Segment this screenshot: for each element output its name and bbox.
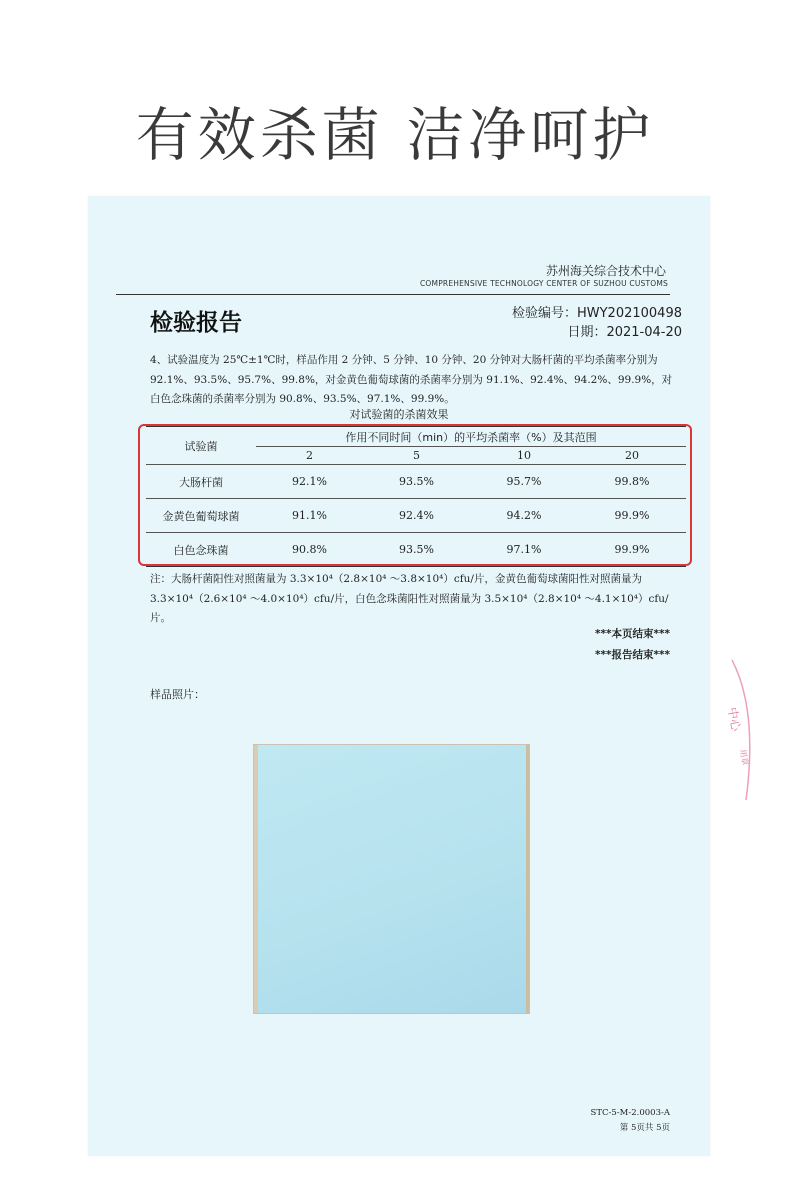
time-header: 10 (470, 447, 578, 465)
rate-cell: 91.1% (292, 509, 327, 522)
rate-cell: 90.8% (292, 543, 327, 556)
report-title: 检验报告 (150, 310, 242, 336)
report-number: 检验编号：HWY202100498 (511, 306, 682, 321)
rate-cell: 99.9% (614, 509, 650, 522)
sample-photo-label: 样品照片： (150, 688, 205, 701)
result-paragraph: 4、试验温度为 25℃±1℃时，样品作用 2 分钟、5 分钟、10 分钟、20 分钟对大肠杆菌的平均杀菌率分别为 92.1%、93.5%、95.7%、99.8%，对金黄色葡萄球菌的杀菌率分别为 91.1%、92.4%、94.2%、99.9%，对白色念珠菌的杀菌率分别为 90.8%、93.5%、97.1%、99.9%。 (150, 354, 673, 405)
svg-text:中心: 中心 (725, 706, 744, 733)
highlight-box (138, 424, 692, 566)
organism-name: 白色念珠菌 (173, 543, 229, 557)
rate-cell: 97.1% (506, 543, 542, 556)
organism-name: 大肠杆菌 (179, 475, 223, 489)
footnote: 注：大肠杆菌阳性对照菌量为 3.3×10⁴（2.8×10⁴ ～3.8×10⁴）cfu/片，金黄色葡萄球菌阳性对照菌量为 3.3×10⁴（2.6×10⁴ ～4.0×10⁴）cfu/片，白色念珠菌阳性对照菌量为 3.5×10⁴（2.8×10⁴ ～4.1×10⁴）cfu/片。 (150, 573, 669, 624)
rate-cell: 93.5% (399, 543, 434, 556)
table-caption: 对试验菌的杀菌效果 (349, 408, 449, 421)
rate-cell: 99.8% (614, 475, 650, 488)
end-of-page-mark: ***本页结束*** (595, 628, 670, 640)
header-rule (116, 294, 670, 295)
time-header: 20 (578, 447, 686, 465)
rate-cell: 94.2% (506, 509, 542, 522)
rate-cell: 99.9% (614, 543, 650, 556)
report-document (88, 196, 710, 1156)
sample-photo (254, 745, 529, 1013)
form-code: STC-5-M-2.0003-A (590, 1108, 670, 1118)
time-header: 5 (363, 447, 470, 465)
report-date: 日期：2021-04-20 (567, 325, 682, 340)
organization-name: 苏州海关综合技术中心 (545, 264, 666, 278)
time-header: 2 (256, 447, 363, 465)
table-col-header: 试验菌 (146, 427, 256, 465)
page-headline: 有效杀菌 洁净呵护 (135, 101, 655, 169)
rate-cell: 92.4% (399, 509, 434, 522)
rate-cell: 93.5% (399, 475, 434, 488)
rate-cell: 95.7% (506, 475, 542, 488)
end-of-report-mark: ***报告结束*** (595, 649, 670, 661)
table-group-header: 作用不同时间（min）的平均杀菌率（%）及其范围 (256, 427, 686, 447)
svg-text:用章: 用章 (738, 748, 750, 767)
rate-cell: 92.1% (292, 475, 327, 488)
page-count: 第 5页共 5页 (619, 1123, 670, 1133)
seal-stamp-icon (718, 650, 790, 810)
organism-name: 金黄色葡萄球菌 (162, 509, 240, 523)
organization-name-en: COMPREHENSIVE TECHNOLOGY CENTER OF SUZHOU CUSTOMS (419, 279, 668, 288)
